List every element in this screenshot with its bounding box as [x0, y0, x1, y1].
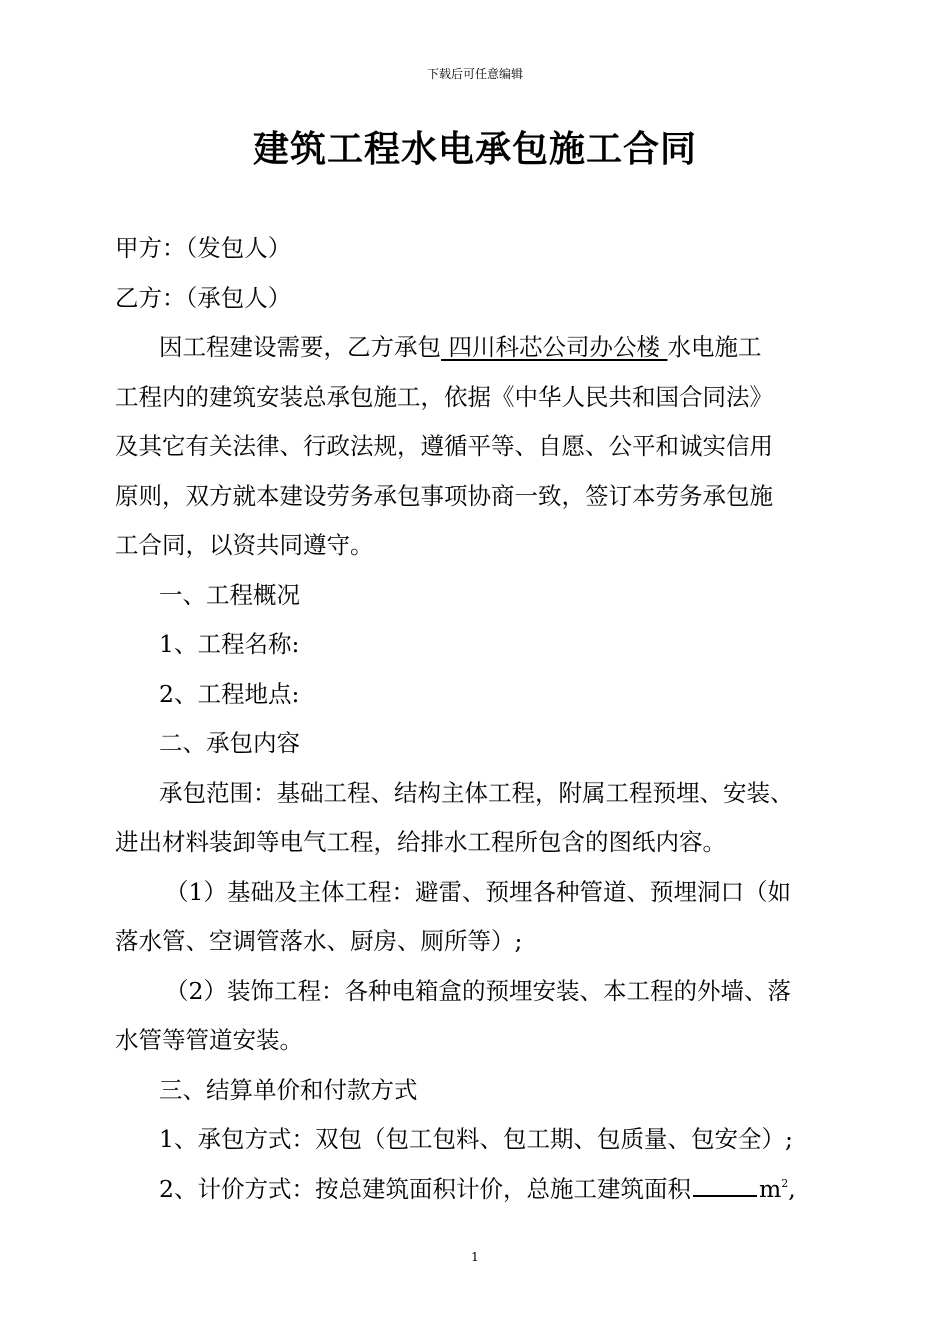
section-3-heading: 三、结算单价和付款方式: [159, 1075, 418, 1104]
scope-line-1: 承包范围：基础工程、结构主体工程，附属工程预埋、安装、: [159, 778, 794, 807]
party-b: 乙方：（承包人）: [115, 283, 292, 312]
intro-line-5: 工合同，以资共同遵守。: [115, 531, 374, 559]
section-2-heading: 二、承包内容: [159, 729, 300, 757]
scope-item-2-line-1: （2）装饰工程：各种电箱盒的预埋安装、本工程的外墙、落: [165, 976, 791, 1005]
area-blank: [693, 1171, 757, 1197]
area-unit-superscript: 2: [781, 1176, 789, 1190]
scope-item-1-line-1: （1）基础及主体工程：避雷、预埋各种管道、预埋洞口（如: [165, 877, 791, 906]
page-header: 下载后可任意编辑: [426, 67, 523, 81]
intro-line-2: 工程内的建筑安装总承包施工，依据《中华人民共和国合同法》: [115, 382, 773, 411]
intro-line-4: 原则，双方就本建设劳务承包事项协商一致，签订本劳务承包施: [115, 481, 773, 510]
scope-item-1-line-2: 落水管、空调管落水、厨房、厕所等）;: [115, 927, 523, 955]
intro-text: 因工程建设需要，乙方承包: [159, 333, 441, 361]
pricing-text-end: ,: [788, 1174, 796, 1203]
page-number: 1: [471, 1250, 479, 1264]
intro-line-1: [115, 323, 850, 373]
document-body: [115, 224, 850, 1214]
intro-text: 水电施工: [667, 333, 762, 361]
pricing-mode-item: [115, 1165, 850, 1215]
contract-mode-item: 1、承包方式：双包（包工包料、包工期、包质量、包安全）;: [159, 1125, 793, 1153]
document-title: 建筑工程水电承包施工合同: [252, 128, 697, 170]
project-name: 四川科芯公司办公楼: [441, 333, 668, 361]
area-unit: m: [758, 1174, 782, 1203]
project-name-item: 1、工程名称:: [159, 630, 300, 658]
section-1-heading: 一、工程概况: [159, 580, 300, 609]
scope-item-2-line-2: 水管等管道安装。: [115, 1026, 303, 1054]
scope-line-2: 进出材料装卸等电气工程，给排水工程所包含的图纸内容。: [115, 828, 726, 856]
intro-line-3: 及其它有关法律、行政法规，遵循平等、自愿、公平和诚实信用: [115, 432, 773, 460]
party-a: 甲方：（发包人）: [115, 234, 292, 262]
project-location-item: 2、工程地点:: [159, 679, 300, 708]
pricing-text: 2、计价方式：按总建筑面积计价，总施工建筑面积: [159, 1174, 691, 1203]
